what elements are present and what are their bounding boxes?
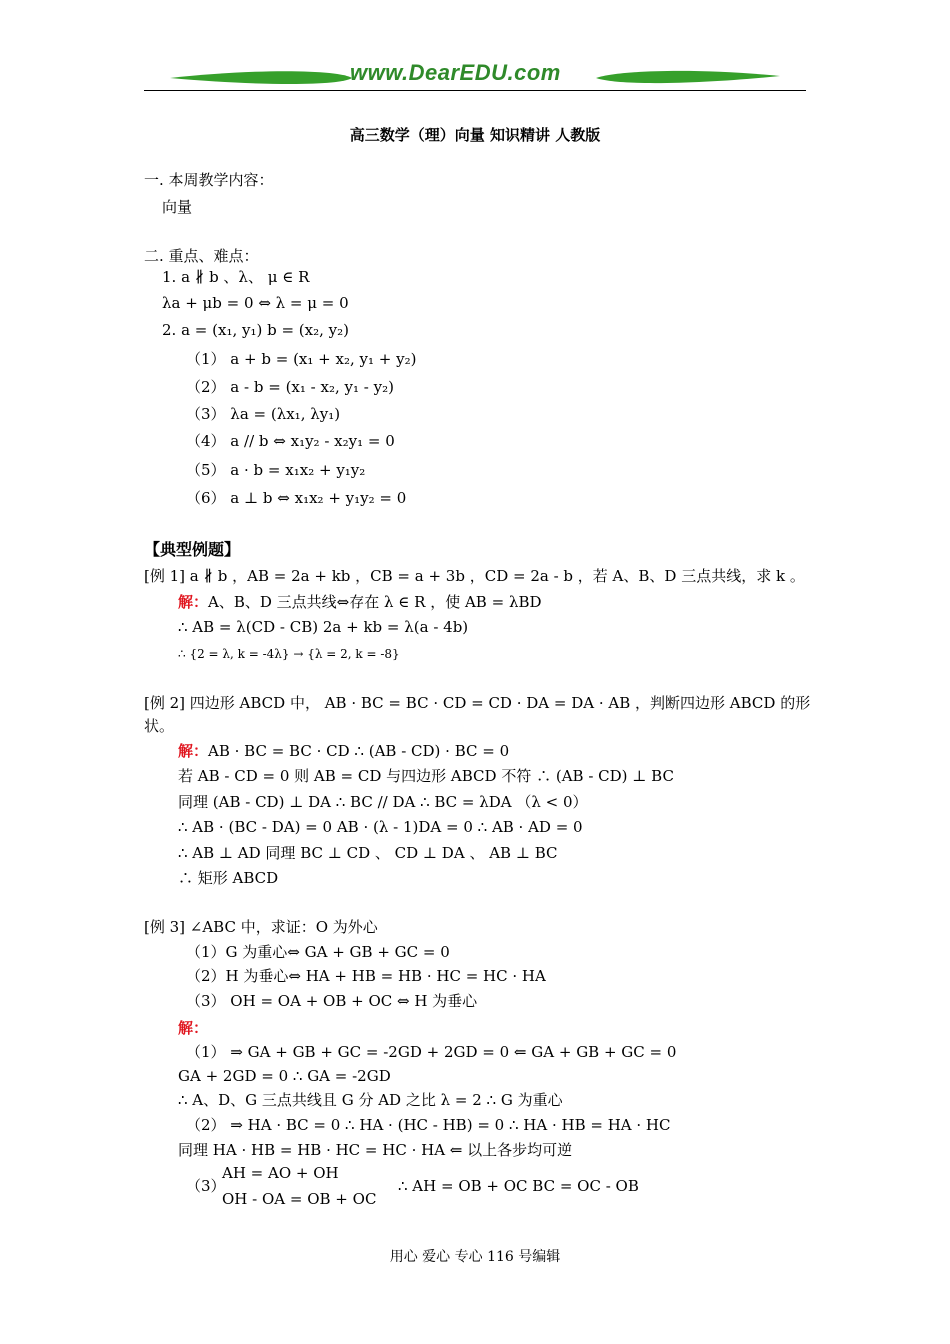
section-1-content: 向量 xyxy=(162,198,193,216)
page-title: 高三数学（理）向量 知识精讲 人教版 xyxy=(349,126,601,144)
formula-item: （1） a + b = (x₁ + x₂, y₁ + y₂) xyxy=(186,350,417,368)
example-2-question: [例 2] 四边形 ABCD 中， AB · BC = BC · CD = CD · DA = DA · AB ，判断四边形 ABCD 的形 xyxy=(144,694,811,712)
header-logo-text: www.DearEDU.com xyxy=(350,60,561,85)
example-2-step: ∴ 矩形 ABCD xyxy=(178,869,279,887)
example-2-question-cont: 状。 xyxy=(144,717,175,735)
example-3-part: （2）H 为垂心⇔ HA + HB = HB · HC = HC · HA xyxy=(186,967,546,985)
example-2-solution-label: 解： xyxy=(178,742,209,760)
example-2-step: ∴ AB · (BC - DA) = 0 AB · (λ - 1)DA = 0 ∴ AB · AD = 0 xyxy=(178,818,583,836)
example-3-part: （1）G 为重心⇔ GA + GB + GC = 0 xyxy=(186,943,450,961)
key-point-2: 2. a = (x₁, y₁) b = (x₂, y₂) xyxy=(162,321,350,339)
example-1-step: A、B、D 三点共线⇔存在 λ ∈ R ，使 AB = λBD xyxy=(208,593,542,611)
example-1-question: [例 1] a ∦ b ，AB = 2a + kb ，CB = a + 3b ，CD = 2a - b ，若 A、B、D 三点共线，求 k 。 xyxy=(144,567,805,585)
example-2-step: ∴ AB ⊥ AD 同理 BC ⊥ CD 、 CD ⊥ DA 、 AB ⊥ BC xyxy=(178,844,558,862)
example-3-question: [例 3] ∠ABC 中，求证：O 为外心 xyxy=(144,918,378,936)
formula-item: （5） a · b = x₁x₂ + y₁y₂ xyxy=(186,461,366,479)
example-1-step: ∴ AB = λ(CD - CB) 2a + kb = λ(a - 4b) xyxy=(178,618,469,636)
formula-item: （6） a ⊥ b ⇔ x₁x₂ + y₁y₂ = 0 xyxy=(186,489,407,507)
example-1-step: ∴ {2 = λ, k = -4λ} → {λ = 2, k = -8} xyxy=(178,647,400,661)
example-2-step: 若 AB - CD = 0 则 AB = CD 与四边形 ABCD 不符 ∴ (AB - CD) ⊥ BC xyxy=(178,767,674,785)
example-3-part: （3） OH = OA + OB + OC ⇔ H 为垂心 xyxy=(186,992,478,1010)
key-point-1-formula: λa + μb = 0 ⇔ λ = μ = 0 xyxy=(162,294,349,312)
formula-item: （3） λa = (λx₁, λy₁) xyxy=(186,405,341,423)
example-3-step: OH - OA = OB + OC xyxy=(222,1190,377,1208)
example-3-step: ∴ A、D、G 三点共线且 G 分 AD 之比 λ = 2 ∴ G 为重心 xyxy=(178,1091,563,1109)
example-3-step: （2） ⇒ HA · BC = 0 ∴ HA · (HC - HB) = 0 ∴ HA · HB = HA · HC xyxy=(186,1116,671,1134)
header-rule xyxy=(144,90,806,91)
formula-item: （2） a - b = (x₁ - x₂, y₁ - y₂) xyxy=(186,378,394,396)
example-3-step: GA + 2GD = 0 ∴ GA = -2GD xyxy=(178,1067,391,1085)
examples-heading: 【典型例题】 xyxy=(144,540,241,559)
section-1-heading: 一. 本周教学内容： xyxy=(144,171,274,189)
section-2-heading: 二. 重点、难点： xyxy=(144,247,259,265)
key-point-1: 1. a ∦ b 、λ、 μ ∈ R xyxy=(162,268,310,286)
example-3-step: ∴ AH = OB + OC BC = OC - OB xyxy=(398,1177,639,1195)
example-1-solution-label: 解： xyxy=(178,593,209,611)
example-3-part-3-label: （3） xyxy=(186,1177,226,1195)
page-footer: 用心 爱心 专心 116 号编辑 xyxy=(389,1249,561,1265)
formula-item: （4） a // b ⇔ x₁y₂ - x₂y₁ = 0 xyxy=(186,432,395,450)
example-3-solution-label: 解： xyxy=(178,1019,209,1037)
example-3-step: 同理 HA · HB = HB · HC = HC · HA ⇐ 以上各步均可逆 xyxy=(178,1141,573,1159)
example-2-step: AB · BC = BC · CD ∴ (AB - CD) · BC = 0 xyxy=(208,742,510,760)
example-3-step: AH = AO + OH xyxy=(222,1164,339,1182)
example-2-step: 同理 (AB - CD) ⊥ DA ∴ BC // DA ∴ BC = λDA （λ < 0） xyxy=(178,793,588,811)
example-3-step: （1） ⇒ GA + GB + GC = -2GD + 2GD = 0 ⇐ GA + GB + GC = 0 xyxy=(186,1043,677,1061)
